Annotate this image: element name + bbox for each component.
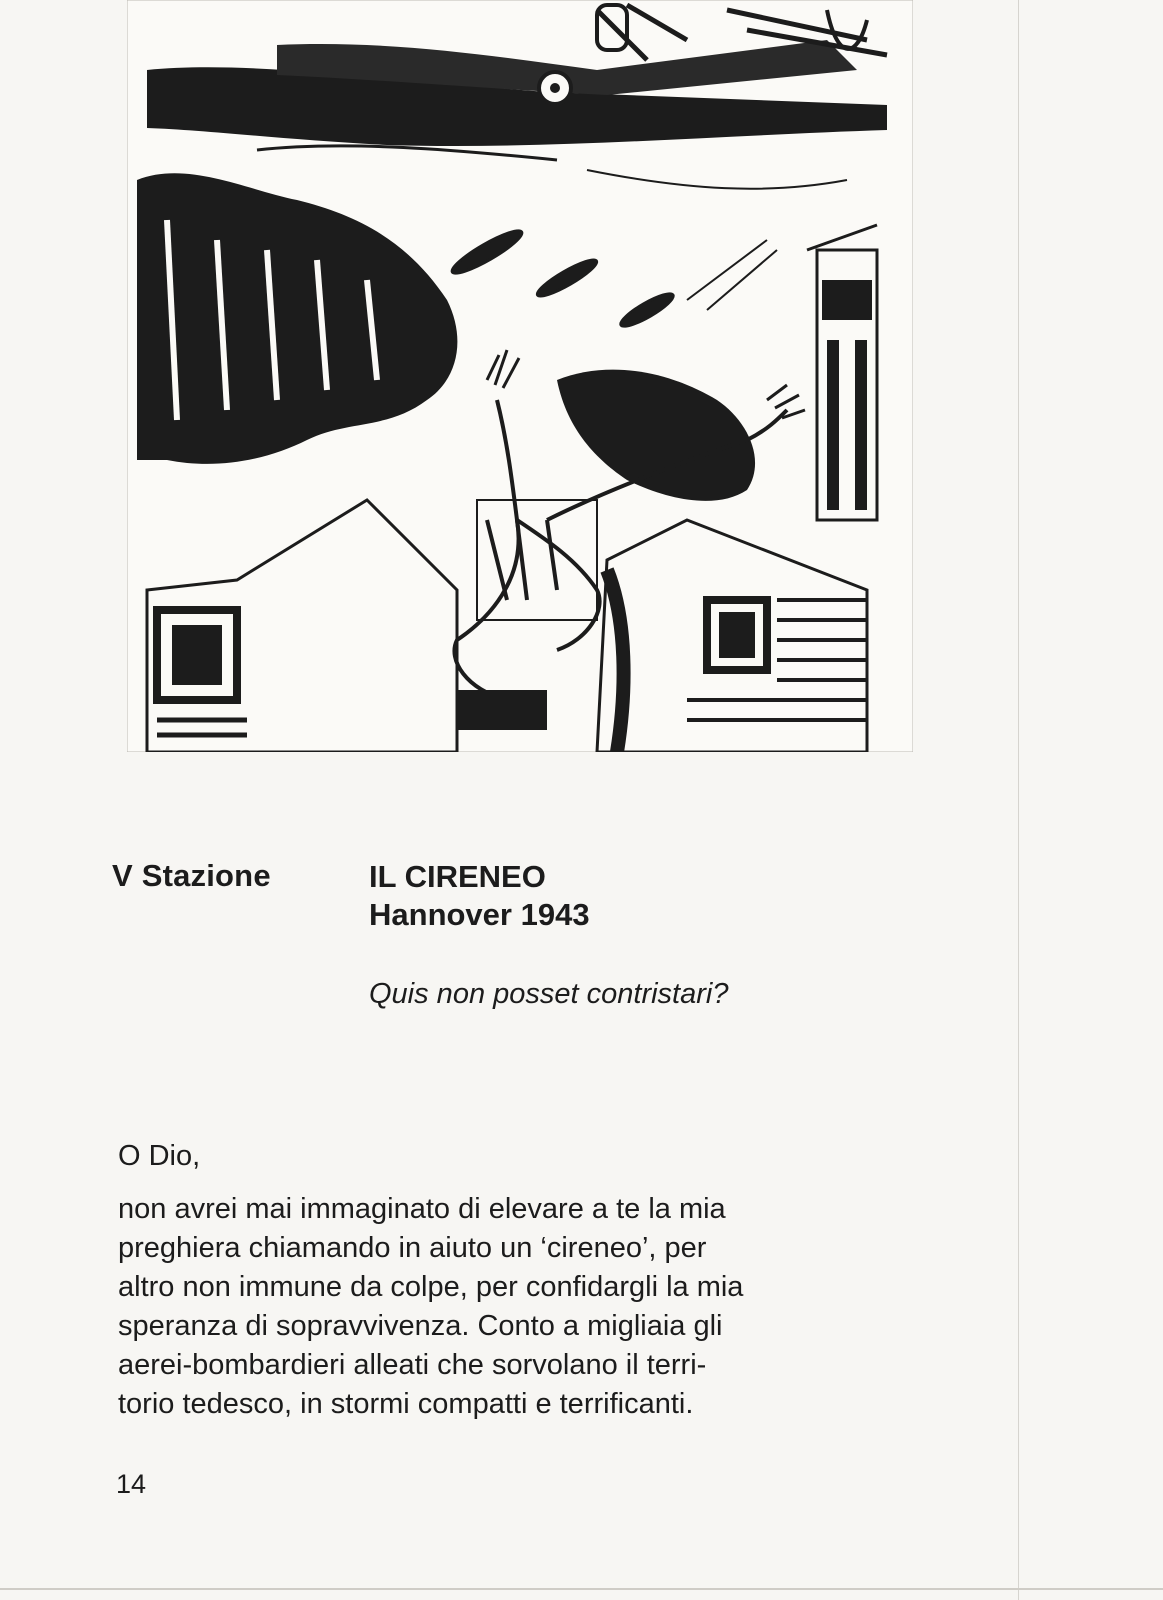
page-number: 14 bbox=[116, 1469, 147, 1499]
station-title-line2: Hannover 1943 bbox=[369, 897, 590, 932]
prayer-line: torio tedesco, in stormi compatti e terrificanti. bbox=[118, 1388, 694, 1420]
prayer-body bbox=[118, 1190, 908, 1424]
prayer-line: non avrei mai immaginato di elevare a te la mia bbox=[118, 1193, 726, 1225]
prayer-salutation: O Dio, bbox=[118, 1140, 201, 1172]
prayer-line: speranza di sopravvivenza. Conto a migliaia gli bbox=[118, 1310, 723, 1342]
prayer-line: altro non immune da colpe, per confidargli la mia bbox=[118, 1271, 744, 1303]
station-title bbox=[369, 858, 590, 934]
bottom-edge bbox=[0, 1588, 1163, 1590]
prayer-line: aerei-bombardieri alleati che sorvolano il terri- bbox=[118, 1349, 707, 1381]
station-label: V Stazione bbox=[112, 858, 271, 893]
prayer-line: preghiera chiamando in aiuto un ‘cireneo’, per bbox=[118, 1232, 707, 1264]
page-edge bbox=[1018, 0, 1019, 1600]
bombing-illustration bbox=[127, 0, 913, 752]
station-title-line1: IL CIRENEO bbox=[369, 859, 546, 894]
latin-motto: Quis non posset contristari? bbox=[369, 978, 729, 1010]
